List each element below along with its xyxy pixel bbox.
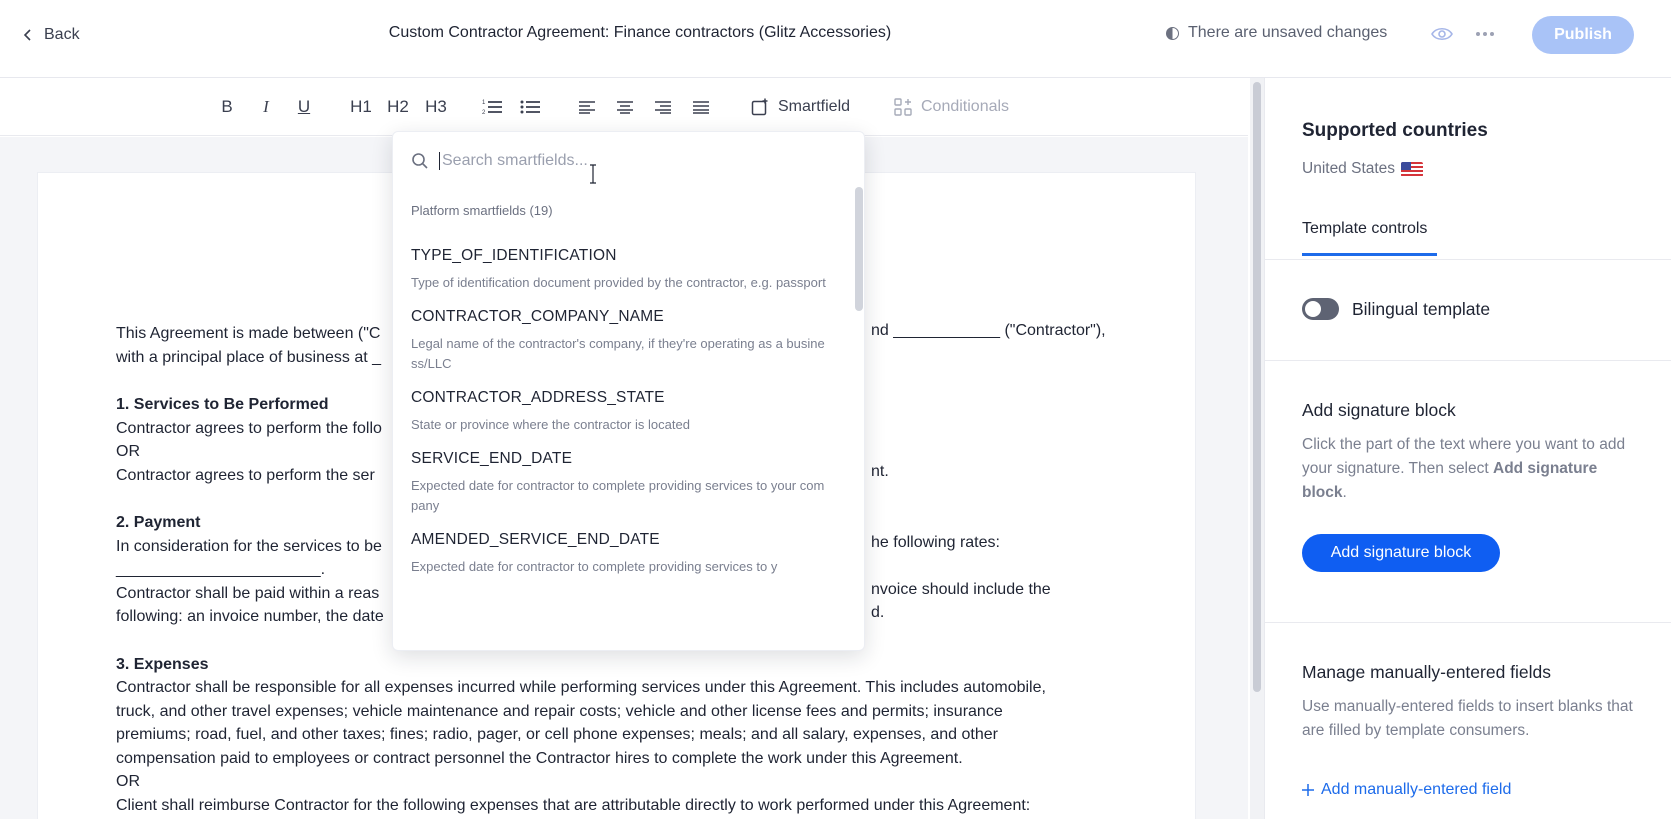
conditionals-button[interactable] <box>893 94 1009 120</box>
signature-text-bold: Add signature block <box>1302 460 1598 501</box>
section-heading: 3. Expenses <box>116 655 209 673</box>
align-left-button[interactable] <box>578 94 596 120</box>
divider <box>1265 259 1671 260</box>
doc-line: Client shall reimburse Contractor for the following expenses that are attributable directly to work performed under this Agreement: <box>116 796 1031 814</box>
smartfield-search <box>411 146 841 176</box>
align-justify-icon <box>692 98 710 116</box>
template-settings-panel <box>1264 78 1671 819</box>
signature-text: Click the part of the text where you want to add your signature. Then select <box>1302 436 1626 477</box>
underline-button[interactable]: U <box>297 97 311 116</box>
smartfield-name: TYPE_OF_IDENTIFICATION <box>411 247 617 264</box>
conditionals-label: Conditionals <box>921 98 1010 115</box>
editor-scrollbar-thumb[interactable] <box>1253 82 1261 692</box>
heading1-button[interactable]: H1 <box>350 97 372 116</box>
signature-block-description <box>1302 433 1642 505</box>
back-button[interactable] <box>22 22 80 48</box>
smartfield-name: CONTRACTOR_COMPANY_NAME <box>411 308 664 325</box>
align-center-button[interactable] <box>616 94 634 120</box>
section-heading: 2. Payment <box>116 514 201 531</box>
align-right-icon <box>654 98 672 116</box>
italic-button[interactable]: I <box>263 97 269 116</box>
back-label: Back <box>44 26 80 43</box>
doc-line: with a principal place of business at _ <box>116 348 382 366</box>
doc-line-fragment: d. <box>871 604 885 621</box>
smartfield-name: AMENDED_SERVICE_END_DATE <box>411 531 660 548</box>
tab-template-controls[interactable]: Template controls <box>1302 220 1437 256</box>
country-entry <box>1302 160 1423 178</box>
add-signature-block-button[interactable]: Add signature block <box>1302 534 1500 572</box>
search-icon <box>411 152 429 170</box>
half-circle-icon <box>1166 27 1179 40</box>
doc-line: following: an invoice number, the date <box>116 608 384 625</box>
heading2-button[interactable]: H2 <box>387 97 409 116</box>
smartfield-label: Smartfield <box>778 98 851 115</box>
unsaved-status-text: There are unsaved changes <box>1188 24 1388 41</box>
align-right-button[interactable] <box>654 94 672 120</box>
doc-line: compensation paid to employees or contract personnel the Contractor hires to complete the work under this Agreement. <box>116 749 963 767</box>
smartfield-name: SERVICE_END_DATE <box>411 450 573 467</box>
doc-line: OR <box>116 773 140 790</box>
doc-line: Contractor shall be responsible for all expenses incurred while performing services under this Agreement. This includes automobile, <box>116 679 1046 696</box>
smartfield-item[interactable] <box>411 308 831 374</box>
editor-scrollbar[interactable] <box>1250 78 1264 819</box>
bilingual-toggle[interactable] <box>1302 298 1339 320</box>
top-header <box>0 0 1671 78</box>
add-manual-field-label: Add manually-entered field <box>1321 781 1512 798</box>
smartfield-item[interactable] <box>411 531 831 577</box>
doc-line: _______________________. <box>116 561 326 578</box>
smartfield-button[interactable] <box>750 94 850 120</box>
doc-line-fragment: nvoice should include the <box>871 581 1051 598</box>
supported-countries-title: Supported countries <box>1302 120 1488 141</box>
doc-line: Contractor agrees to perform the ser <box>116 466 375 484</box>
doc-line-fragment: nt. <box>871 463 889 480</box>
smartfield-description: State or province where the contractor is located <box>411 417 690 432</box>
numbered-list-icon <box>482 98 502 116</box>
conditionals-icon <box>893 98 913 116</box>
smartfield-search-input[interactable] <box>439 152 819 170</box>
text-cursor-icon <box>588 164 598 184</box>
align-justify-button[interactable] <box>692 94 710 120</box>
doc-line: Contractor agrees to perform the follo <box>116 419 382 437</box>
divider <box>1265 360 1671 361</box>
align-left-icon <box>578 98 596 116</box>
heading3-button[interactable]: H3 <box>425 97 447 116</box>
us-flag-icon <box>1401 162 1423 177</box>
smartfield-item[interactable] <box>411 389 831 435</box>
bullet-list-button[interactable] <box>518 94 542 120</box>
svg-text:2: 2 <box>482 110 486 116</box>
doc-line-fragment: he following rates: <box>871 534 1000 551</box>
smartfield-icon <box>750 98 770 116</box>
bold-button[interactable]: B <box>221 97 233 116</box>
publish-button[interactable]: Publish <box>1532 16 1634 54</box>
manual-fields-description: Use manually-entered fields to insert blanks that are filled by template consumers. <box>1302 698 1633 739</box>
chevron-left-icon <box>22 28 34 42</box>
smartfield-item[interactable] <box>411 247 831 293</box>
country-name: United States <box>1302 160 1396 177</box>
plus-icon <box>1302 784 1314 796</box>
manual-fields-title: Manage manually-entered fields <box>1302 662 1552 682</box>
signature-text-end: . <box>1342 484 1347 501</box>
svg-text:1: 1 <box>482 100 486 106</box>
smartfield-popover <box>392 131 865 651</box>
document-title: Custom Contractor Agreement: Finance contractors (Glitz Accessories) <box>388 24 892 41</box>
divider <box>1265 622 1671 623</box>
smartfield-group-label: Platform smartfields (19) <box>411 203 553 218</box>
more-options-icon[interactable] <box>1474 24 1496 44</box>
smartfield-name: CONTRACTOR_ADDRESS_STATE <box>411 389 665 406</box>
signature-block-title: Add signature block <box>1302 400 1456 420</box>
doc-line: This Agreement is made between ("C <box>116 325 381 342</box>
add-manual-field-link[interactable] <box>1302 781 1511 799</box>
doc-line: Contractor shall be paid within a reas <box>116 584 380 602</box>
preview-eye-icon[interactable] <box>1430 24 1454 44</box>
smartfield-description: Expected date for contractor to complete providing services to y <box>411 559 778 574</box>
bullet-list-icon <box>520 98 540 116</box>
section-heading: 1. Services to Be Performed <box>116 396 329 413</box>
smartfield-item[interactable] <box>411 450 831 516</box>
unsaved-status <box>1166 24 1387 42</box>
doc-line-fragment: nd ____________ ("Contractor"), <box>871 322 1106 339</box>
smartfield-list <box>411 247 831 592</box>
smartfield-description: Expected date for contractor to complete providing services to your company <box>411 478 825 513</box>
smartfield-description: Type of identification document provided by the contractor, e.g. passport <box>411 275 826 290</box>
smartfield-list-scrollbar[interactable] <box>855 187 863 311</box>
doc-line: truck, and other travel expenses; vehicle maintenance and repair costs; vehicle and other license fees and permits; insurance <box>116 702 1003 720</box>
bilingual-toggle-label: Bilingual template <box>1352 299 1491 319</box>
smartfield-description: Legal name of the contractor's company, if they're operating as a business/LLC <box>411 336 825 371</box>
doc-line: OR <box>116 443 140 460</box>
doc-line: In consideration for the services to be <box>116 537 382 555</box>
numbered-list-button[interactable] <box>480 94 504 120</box>
formatting-toolbar <box>0 78 1248 136</box>
align-center-icon <box>616 98 634 116</box>
doc-line: premiums; road, fuel, and other taxes; fines; radio, pager, or cell phone expenses; meals; and all salary, expenses, and other <box>116 726 998 743</box>
